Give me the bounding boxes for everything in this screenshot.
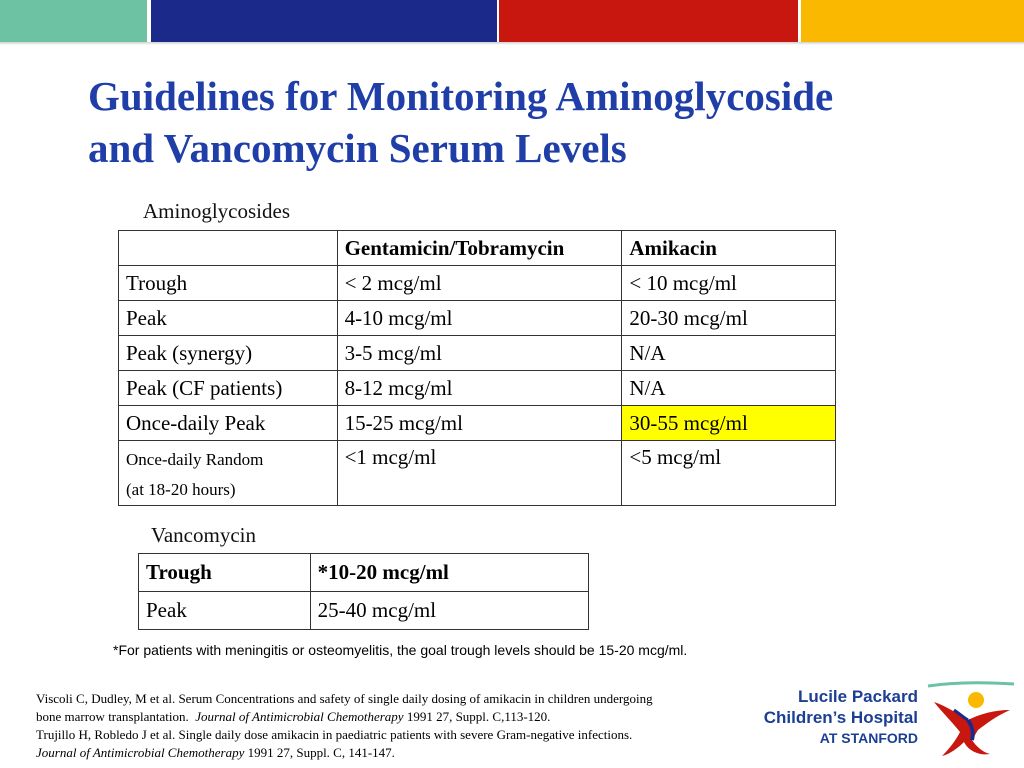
logo-line3: AT STANFORD <box>819 730 918 746</box>
header-cell-gentamicin: Gentamicin/Tobramycin <box>337 231 622 266</box>
color-bar-blue <box>151 0 497 42</box>
row-label: Trough <box>119 266 338 301</box>
table-row <box>119 371 836 406</box>
aminoglycosides-table <box>118 230 836 506</box>
reference-1-tail: 1991 27, Suppl. C,113-120. <box>406 709 551 724</box>
header-color-bars <box>0 0 1024 44</box>
row-label: Peak <box>119 301 338 336</box>
vancomycin-label: Vancomycin <box>151 523 256 547</box>
gentamicin-value: < 2 mcg/ml <box>337 266 622 301</box>
reference-1-journal: Journal of Antimicrobial Chemotherapy <box>195 709 404 724</box>
color-bar-shadow <box>0 42 1024 45</box>
reference-1-line1: Viscoli C, Dudley, M et al. Serum Concentrations and safety of single daily dosing of amikacin in children undergoing <box>36 691 653 706</box>
amikacin-value-highlighted: 30-55 mcg/ml <box>622 406 836 441</box>
hospital-child-logo-icon <box>924 680 1016 760</box>
logo-line1: Lucile Packard <box>797 687 918 706</box>
reference-1-text: bone marrow transplantation. <box>36 709 189 724</box>
footnote: *For patients with meningitis or osteomyelitis, the goal trough levels should be 15-20 mcg/ml. <box>113 642 688 658</box>
header-cell-amikacin: Amikacin <box>622 231 836 266</box>
row-label: Trough <box>139 554 311 592</box>
gentamicin-value: <1 mcg/ml <box>337 441 622 506</box>
random-label-line2: (at 18-20 hours) <box>126 480 236 499</box>
reference-1-line2 <box>36 708 653 726</box>
slide-title-line1: Guidelines for Monitoring Aminoglycoside <box>88 73 834 119</box>
reference-2-journal: Journal of Antimicrobial Chemotherapy <box>36 745 245 760</box>
gentamicin-value: 4-10 mcg/ml <box>337 301 622 336</box>
table-row <box>139 592 589 630</box>
table-row <box>119 336 836 371</box>
reference-2-tail: 1991 27, Suppl. C, 141-147. <box>247 745 395 760</box>
table-header-row <box>119 231 836 266</box>
logo-line2: Children’s Hospital <box>763 708 918 727</box>
references <box>36 690 653 762</box>
vancomycin-value: *10-20 mcg/ml <box>310 554 588 592</box>
reference-2-line1: Trujillo H, Robledo J et al. Single daily dose amikacin in paediatric patients with severe Gram-negative infections. <box>36 727 633 742</box>
header-cell-empty <box>119 231 338 266</box>
color-bar-teal <box>0 0 147 42</box>
gentamicin-value: 3-5 mcg/ml <box>337 336 622 371</box>
row-label: Peak <box>139 592 311 630</box>
row-label: Peak (synergy) <box>119 336 338 371</box>
slide-title-line2: and Vancomycin Serum Levels <box>88 125 627 171</box>
vancomycin-value: 25-40 mcg/ml <box>310 592 588 630</box>
table-row <box>119 266 836 301</box>
aminoglycosides-label: Aminoglycosides <box>143 199 290 223</box>
amikacin-value: <5 mcg/ml <box>622 441 836 506</box>
color-bar-yellow <box>801 0 1024 42</box>
amikacin-value: 20-30 mcg/ml <box>622 301 836 336</box>
vancomycin-table <box>138 553 589 630</box>
table-row <box>139 554 589 592</box>
row-label: Peak (CF patients) <box>119 371 338 406</box>
table-row <box>119 406 836 441</box>
hospital-logo-text <box>760 686 918 748</box>
row-label: Once-daily Peak <box>119 406 338 441</box>
table-row-random <box>119 441 836 506</box>
amikacin-value: N/A <box>622 371 836 406</box>
amikacin-value: N/A <box>622 336 836 371</box>
gentamicin-value: 15-25 mcg/ml <box>337 406 622 441</box>
table-row <box>119 301 836 336</box>
slide-title <box>88 70 988 174</box>
row-label-random <box>119 441 338 506</box>
reference-2-line2 <box>36 744 653 762</box>
amikacin-value: < 10 mcg/ml <box>622 266 836 301</box>
color-bar-red <box>499 0 798 42</box>
random-label-line1: Once-daily Random <box>126 450 264 469</box>
gentamicin-value: 8-12 mcg/ml <box>337 371 622 406</box>
